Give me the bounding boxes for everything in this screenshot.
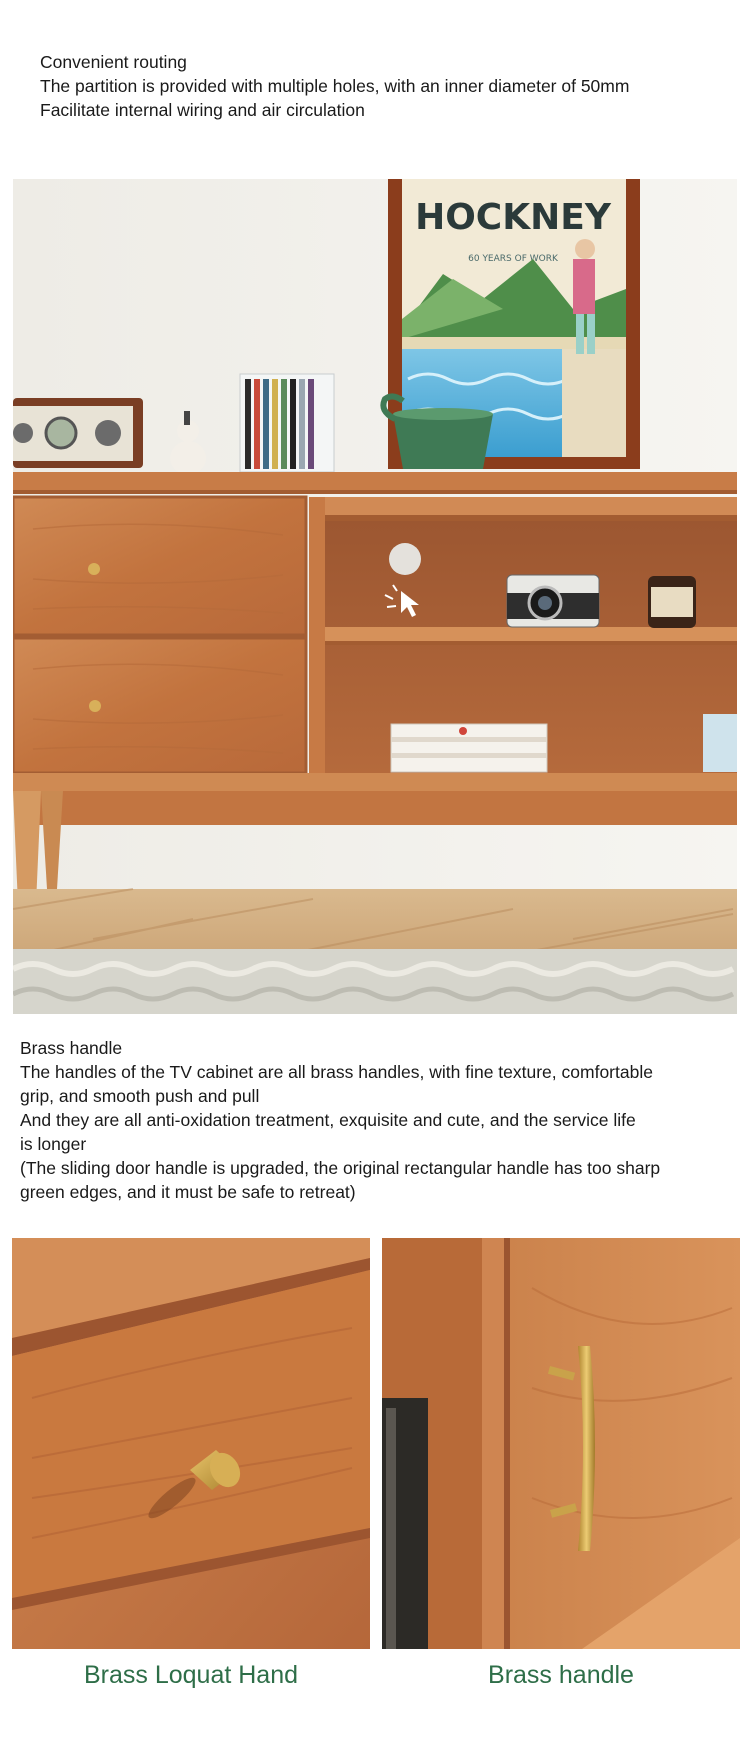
- handle-line-4: is longer: [20, 1134, 87, 1154]
- routing-line-2: Facilitate internal wiring and air circulation: [40, 100, 365, 120]
- camera: [507, 575, 599, 627]
- sliding-door-handle-photo: [382, 1238, 740, 1649]
- handle-line-6: green edges, and it must be safe to retreat): [20, 1182, 356, 1202]
- handle-title: Brass handle: [20, 1038, 123, 1058]
- handle-description: [20, 1036, 735, 1204]
- radio: [13, 398, 143, 468]
- handle-line-2: grip, and smooth push and pull: [20, 1086, 260, 1106]
- caption-brass-handle: Brass handle: [488, 1661, 634, 1689]
- handle-line-5: (The sliding door handle is upgraded, the original rectangular handle has too sharp: [20, 1158, 661, 1178]
- wiring-hole: [389, 543, 421, 575]
- handle-line-3: And they are all anti-oxidation treatment, exquisite and cute, and the service life: [20, 1110, 636, 1130]
- routing-line-1: The partition is provided with multiple holes, with an inner diameter of 50mm: [40, 76, 630, 96]
- poster-subtitle: 60 YEARS OF WORK: [468, 254, 558, 264]
- handle-line-1: The handles of the TV cabinet are all brass handles, with fine texture, comfortable: [20, 1062, 653, 1082]
- caption-brass-loquat: Brass Loquat Hand: [83, 1661, 299, 1689]
- drawer-bottom: [13, 638, 306, 773]
- drawer-top: [13, 497, 306, 635]
- tv-cabinet-photo: [13, 179, 737, 1014]
- routing-title: Convenient routing: [40, 52, 187, 72]
- poster-title: HOCKNEY: [415, 197, 611, 238]
- routing-description: [40, 50, 730, 122]
- cd-stack: [240, 374, 334, 472]
- jar: [648, 576, 696, 628]
- drawer-knob-photo: [12, 1238, 370, 1649]
